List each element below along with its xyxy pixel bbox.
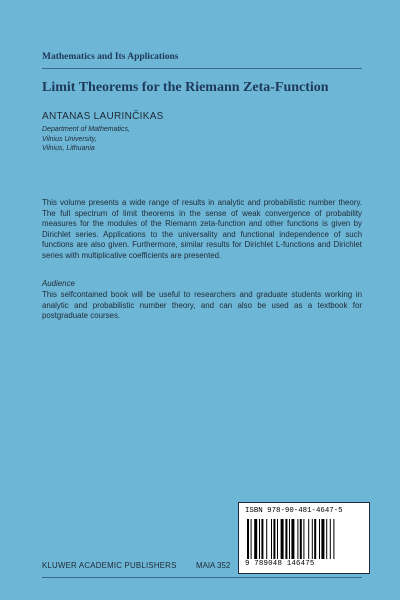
barcode-bar [330, 519, 331, 559]
barcode-bar [300, 519, 302, 559]
isbn-number: ISBN 978-90-481-4647-5 [245, 507, 343, 515]
barcode-bar [251, 519, 252, 559]
barcode-bar [303, 519, 304, 559]
barcode-bar [297, 519, 298, 559]
book-title: Limit Theorems for the Riemann Zeta-Function [42, 80, 329, 95]
barcode-bar [312, 519, 313, 559]
barcode-digits: 9 789048 146475 [245, 560, 315, 568]
barcode-bar [289, 519, 290, 559]
barcode-bar [247, 519, 249, 559]
barcode-bar [281, 519, 284, 559]
barcode-bar [266, 519, 267, 559]
barcode-bar [273, 519, 275, 559]
affiliation-line: Vilnius University, [42, 135, 97, 143]
barcode-bar [285, 519, 287, 559]
publisher-name: KLUWER ACADEMIC PUBLISHERS [42, 561, 177, 570]
top-rule [42, 68, 362, 69]
barcode-bar [326, 519, 327, 559]
barcode-bar [271, 519, 272, 559]
barcode-bar [291, 519, 294, 559]
barcode-bar [259, 519, 260, 559]
audience-text: This selfcontained book will be useful to researchers and graduate students working in analytic and probabilistic number theory, and can also be used as a textbook for postgraduate courses. [42, 290, 362, 320]
barcode-bar [261, 519, 263, 559]
barcode-bar [314, 519, 316, 559]
volume-number: MAIA 352 [196, 561, 231, 570]
audience-heading: Audience [42, 279, 75, 288]
affiliation-line: Vilnius, Lithuania [42, 145, 95, 152]
barcode-icon [247, 519, 361, 559]
bottom-rule [42, 577, 362, 578]
barcode-bar [333, 519, 334, 559]
barcode-bar [321, 519, 324, 559]
barcode-bar [254, 519, 257, 559]
barcode-bar [277, 519, 278, 559]
author-name: ANTANAS LAURINČIKAS [42, 111, 164, 122]
author-affiliation [42, 125, 130, 154]
barcode-bar [319, 519, 320, 559]
isbn-barcode-box [238, 502, 370, 574]
affiliation-line: Department of Mathematics, [42, 126, 130, 133]
book-description: This volume presents a wide range of results in analytic and probabilistic number theory. The full spectrum of limit theorems in the sense of weak convergence of probability measures for the modules of the Riemann zeta-function and other functions is given by Dirichlet series. Applications to the universality and functional independence of such functions are also given. Furthermore, similar results for Dirichlet L-functions and Dirichlet series with multiplicative coefficients are presented. [42, 198, 362, 260]
series-title: Mathematics and Its Applications [42, 52, 179, 62]
barcode-bar [308, 519, 309, 559]
